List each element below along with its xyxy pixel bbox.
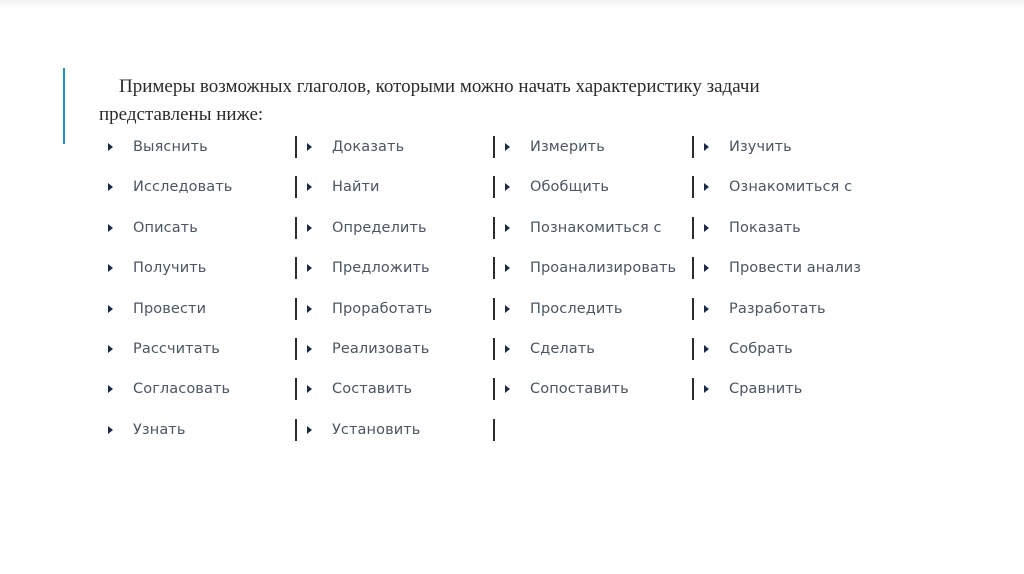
verb-item xyxy=(701,174,852,200)
verb-item xyxy=(105,134,208,160)
verb-item xyxy=(105,336,220,362)
triangle-bullet-icon xyxy=(307,264,312,272)
triangle-bullet-icon xyxy=(108,143,113,151)
verb-item xyxy=(502,336,595,362)
triangle-bullet-icon xyxy=(108,305,113,313)
triangle-bullet-icon xyxy=(505,385,510,393)
column-divider xyxy=(493,419,495,441)
triangle-bullet-icon xyxy=(704,385,709,393)
verb-item xyxy=(304,255,430,281)
column-divider xyxy=(295,176,297,198)
verb-item xyxy=(502,174,609,200)
triangle-bullet-icon xyxy=(307,385,312,393)
verb-label: Познакомиться с xyxy=(530,219,662,236)
verb-item xyxy=(304,134,404,160)
triangle-bullet-icon xyxy=(307,305,312,313)
column-divider xyxy=(295,298,297,320)
verb-label: Сопоставить xyxy=(530,381,629,398)
triangle-bullet-icon xyxy=(307,143,312,151)
triangle-bullet-icon xyxy=(505,183,510,191)
verb-item xyxy=(304,174,380,200)
accent-bar xyxy=(63,68,65,144)
verb-label: Проработать xyxy=(332,300,433,317)
verb-label: Выяснить xyxy=(133,139,208,155)
column-divider xyxy=(493,136,495,158)
column-divider xyxy=(295,136,297,158)
verb-item xyxy=(304,296,432,322)
verb-item xyxy=(304,376,412,402)
verb-item xyxy=(105,174,232,200)
verb-label: Обобщить xyxy=(530,179,610,196)
column-divider xyxy=(295,257,297,279)
verb-item xyxy=(304,417,420,443)
verb-label: Определить xyxy=(332,219,427,236)
triangle-bullet-icon xyxy=(108,264,113,272)
triangle-bullet-icon xyxy=(505,143,510,151)
verb-label: Исследовать xyxy=(133,179,233,196)
verb-label: Рассчитать xyxy=(133,341,220,357)
verb-label: Разработать xyxy=(729,300,826,317)
verb-label: Реализовать xyxy=(332,341,430,357)
verb-item xyxy=(701,215,801,241)
triangle-bullet-icon xyxy=(704,305,709,313)
column-divider xyxy=(295,419,297,441)
verb-label: Провести анализ xyxy=(729,260,862,277)
verb-label: Собрать xyxy=(729,341,793,357)
triangle-bullet-icon xyxy=(704,345,709,353)
verb-item xyxy=(701,255,861,281)
verb-item xyxy=(105,255,206,281)
verb-label: Измерить xyxy=(530,139,605,155)
triangle-bullet-icon xyxy=(307,426,312,434)
verb-item xyxy=(105,215,198,241)
verb-item xyxy=(502,376,629,402)
verb-label: Сделать xyxy=(530,341,595,357)
verb-item xyxy=(701,376,802,402)
verb-label: Найти xyxy=(332,179,380,196)
verb-label: Проследить xyxy=(530,300,623,317)
verb-label: Узнать xyxy=(133,421,186,438)
column-divider xyxy=(493,257,495,279)
verb-item xyxy=(701,296,826,322)
triangle-bullet-icon xyxy=(108,183,113,191)
verb-item xyxy=(105,376,230,402)
verb-label: Ознакомиться с xyxy=(729,179,853,196)
column-divider xyxy=(692,176,694,198)
intro-text: Примеры возможных глаголов, которыми можно начать характеристику задачи представлены ниже: xyxy=(99,76,760,125)
column-divider xyxy=(493,217,495,239)
triangle-bullet-icon xyxy=(505,264,510,272)
column-divider xyxy=(493,378,495,400)
verb-label: Сравнить xyxy=(729,381,803,398)
verb-label: Получить xyxy=(133,260,207,277)
column-divider xyxy=(493,338,495,360)
column-divider xyxy=(692,298,694,320)
triangle-bullet-icon xyxy=(108,385,113,393)
column-divider xyxy=(295,338,297,360)
triangle-bullet-icon xyxy=(108,224,113,232)
triangle-bullet-icon xyxy=(704,143,709,151)
verb-label: Согласовать xyxy=(133,381,231,398)
column-divider xyxy=(493,176,495,198)
verb-label: Доказать xyxy=(332,139,405,155)
triangle-bullet-icon xyxy=(704,224,709,232)
verb-item xyxy=(502,134,605,160)
triangle-bullet-icon xyxy=(704,264,709,272)
slide-top-edge xyxy=(0,0,1024,8)
verb-label: Изучить xyxy=(729,139,792,155)
verb-label: Провести xyxy=(133,300,207,317)
triangle-bullet-icon xyxy=(505,305,510,313)
column-divider xyxy=(692,136,694,158)
verb-label: Составить xyxy=(332,381,413,398)
verb-item xyxy=(304,215,427,241)
verb-label: Описать xyxy=(133,219,198,236)
verb-label: Предложить xyxy=(332,260,430,277)
column-divider xyxy=(692,217,694,239)
column-divider xyxy=(295,217,297,239)
triangle-bullet-icon xyxy=(505,345,510,353)
column-divider xyxy=(692,257,694,279)
triangle-bullet-icon xyxy=(307,345,312,353)
verb-item xyxy=(105,296,206,322)
verb-item xyxy=(304,336,429,362)
triangle-bullet-icon xyxy=(307,224,312,232)
triangle-bullet-icon xyxy=(505,224,510,232)
verb-item xyxy=(502,255,676,281)
verb-item xyxy=(502,215,662,241)
triangle-bullet-icon xyxy=(704,183,709,191)
column-divider xyxy=(295,378,297,400)
triangle-bullet-icon xyxy=(108,345,113,353)
verb-label: Установить xyxy=(332,421,421,438)
verb-item xyxy=(701,336,793,362)
verb-item xyxy=(502,296,623,322)
triangle-bullet-icon xyxy=(307,183,312,191)
verb-item xyxy=(701,134,792,160)
column-divider xyxy=(493,298,495,320)
verb-label: Показать xyxy=(729,219,801,236)
triangle-bullet-icon xyxy=(108,426,113,434)
verb-item xyxy=(105,417,186,443)
verb-label: Проанализировать xyxy=(530,260,677,277)
column-divider xyxy=(692,338,694,360)
column-divider xyxy=(692,378,694,400)
